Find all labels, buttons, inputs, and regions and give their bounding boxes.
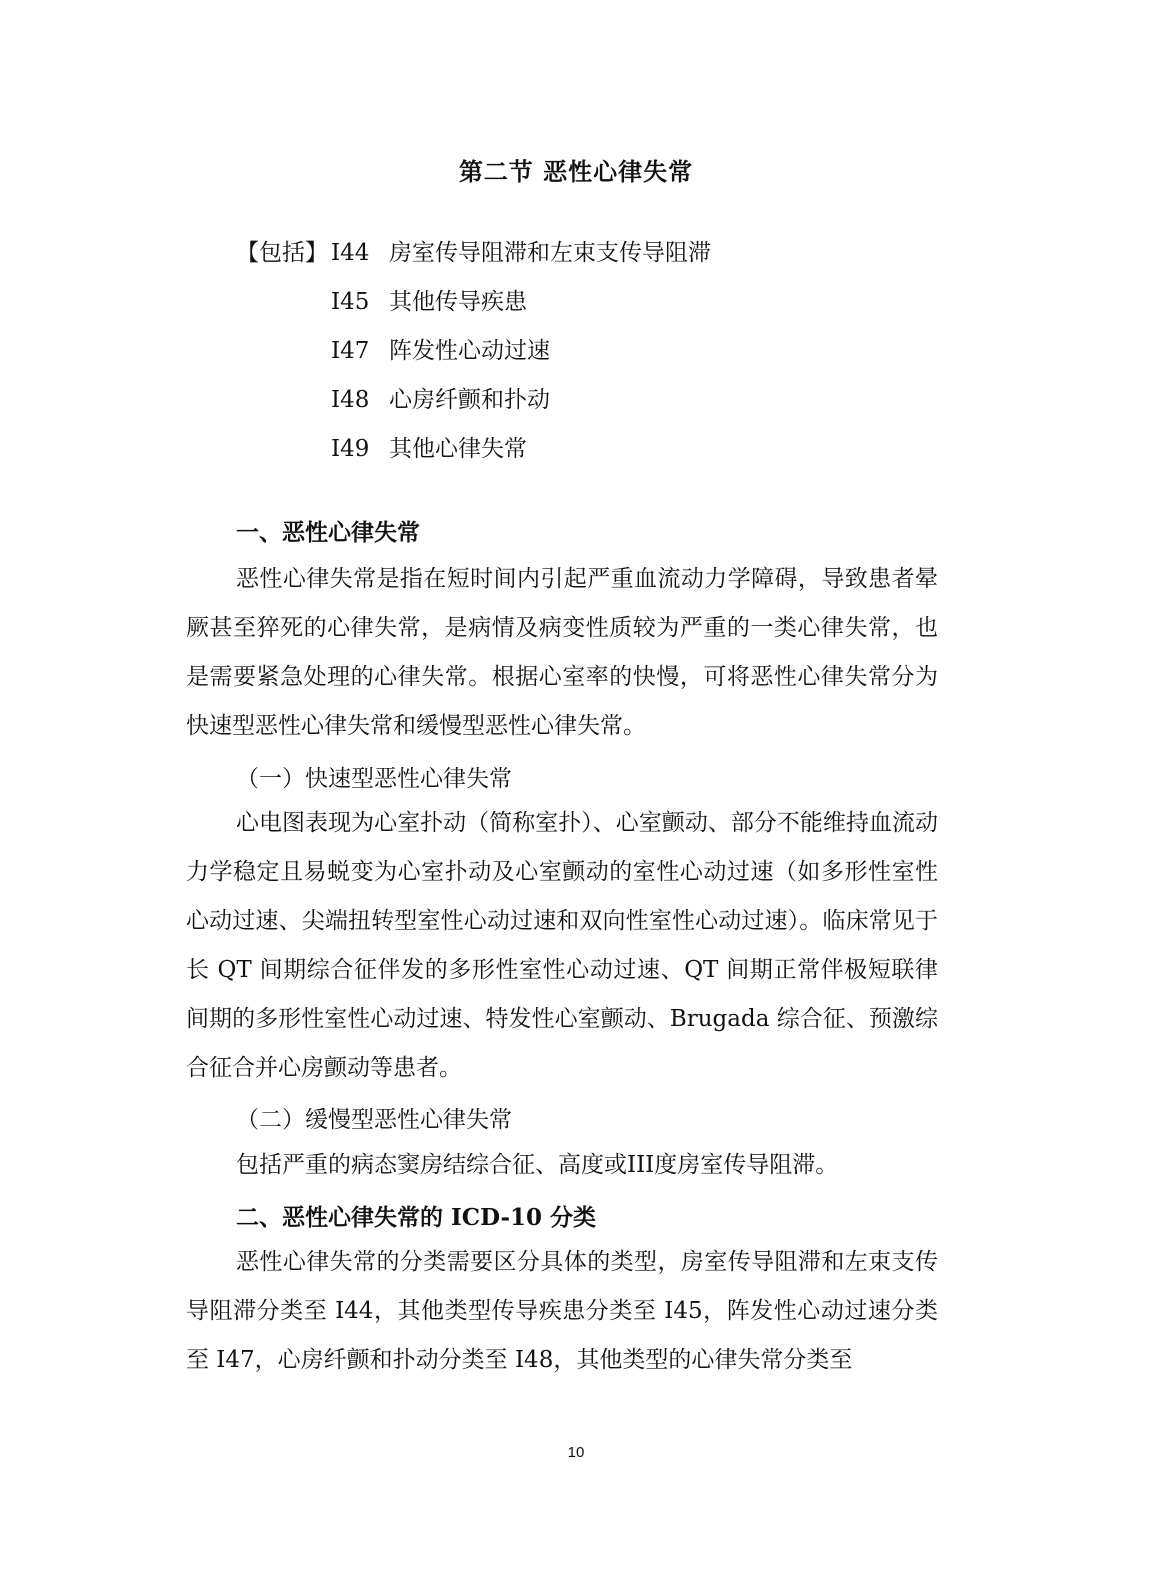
subsection1-paragraph: 心电图表现为心室扑动（简称室扑）、心室颤动、部分不能维持血流动力学稳定且易蜕变为心室扑动及心室颤动的室性心动过速（如多形性室性心动过速、尖端扭转型室性心动过速和双向性室性心动过速）。临床常见于长 QT 间期综合征伴发的多形性室性心动过速、QT 间期正常伴极短联律间期的多形性室性心动过速、特发性心室颤动、Brugada 综合征、预激综合征合并心房颤动等患者。 <box>186 810 938 1081</box>
subsection2-heading: （二）缓慢型恶性心律失常 <box>236 1107 512 1133</box>
subsection1-heading: （一）快速型恶性心律失常 <box>236 766 512 792</box>
section1-intro-paragraph: 恶性心律失常是指在短时间内引起严重血流动力学障碍，导致患者晕厥甚至猝死的心律失常，是病情及病变性质较为严重的一类心律失常，也是需要紧急处理的心律失常。根据心室率的快慢，可将恶性心律失常分为快速型恶性心律失常和缓慢型恶性心律失常。 <box>186 566 938 739</box>
include-code: I44 <box>331 240 370 266</box>
include-code: I49 <box>331 436 370 462</box>
section2-heading: 二、恶性心律失常的 ICD-10 分类 <box>236 1204 597 1231</box>
section2-paragraph: 恶性心律失常的分类需要区分具体的类型，房室传导阻滞和左束支传导阻滞分类至 I44，其他类型传导疾患分类至 I45，阵发性心动过速分类至 I47，心房纤颤和扑动分类至 I48，其他类型的心律失常分类至 <box>186 1249 938 1373</box>
include-code: I47 <box>331 338 370 364</box>
include-desc: 阵发性心动过速 <box>389 338 550 364</box>
page-number: 10 <box>567 1444 585 1461</box>
section-title: 第二节 恶性心律失常 <box>458 157 694 186</box>
include-desc: 其他心律失常 <box>389 436 527 462</box>
subsection2-paragraph: 包括严重的病态窦房结综合征、高度或III度房室传导阻滞。 <box>236 1152 839 1178</box>
include-desc: 其他传导疾患 <box>389 289 527 315</box>
include-lead: 【包括】 <box>236 240 328 266</box>
include-code: I45 <box>331 289 370 315</box>
include-code: I48 <box>331 387 370 413</box>
include-desc: 房室传导阻滞和左束支传导阻滞 <box>389 240 711 266</box>
section1-heading: 一、恶性心律失常 <box>236 519 420 546</box>
include-desc: 心房纤颤和扑动 <box>389 387 550 413</box>
